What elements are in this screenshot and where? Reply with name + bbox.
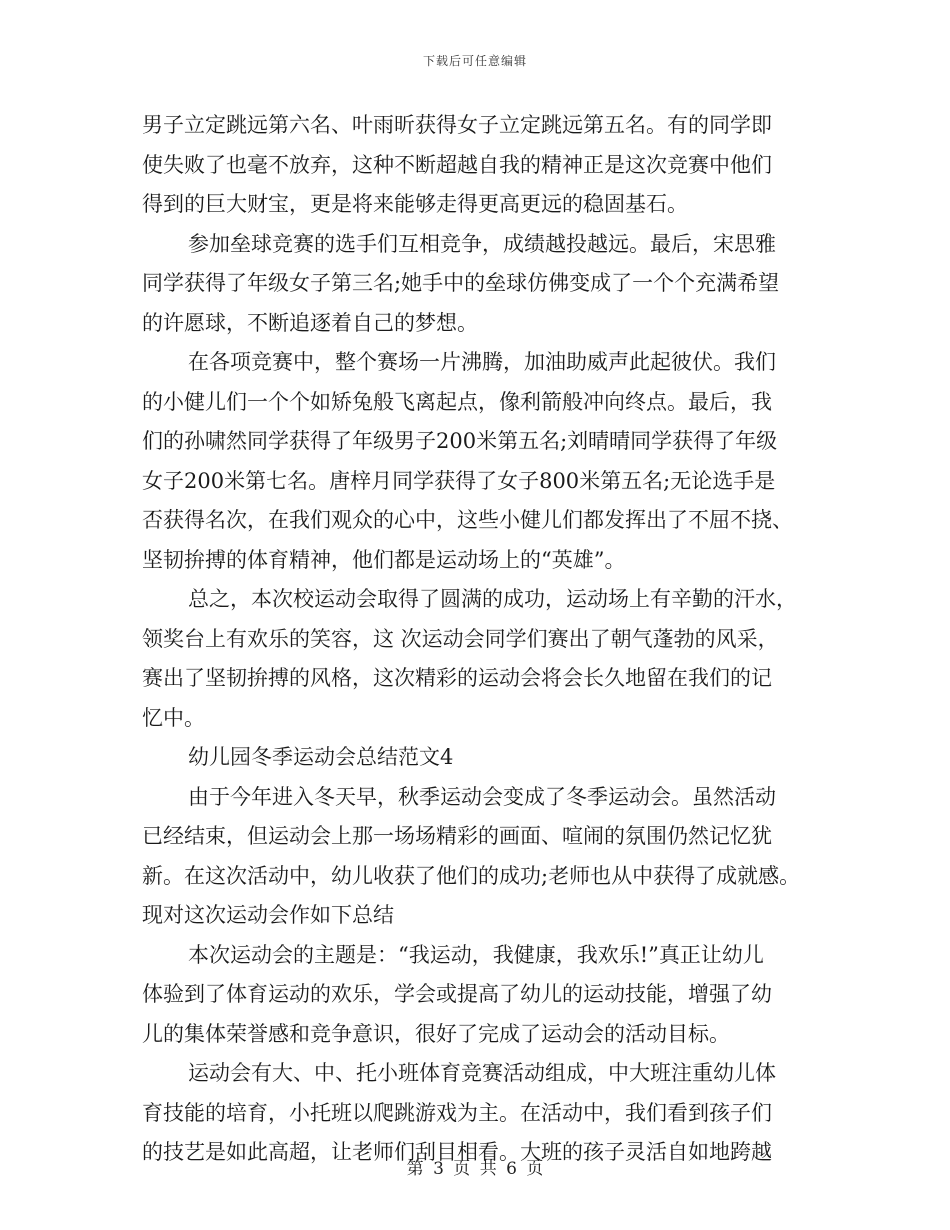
text-line: 得到的巨大财宝，更是将来能够走得更高更远的稳固基石。 (142, 192, 688, 216)
text-line: 体验到了体育运动的欢乐，学会或提高了幼儿的运动技能，增强了幼 (142, 982, 772, 1006)
text-line: 赛出了坚韧拚搏的风格，这次精彩的运动会将会长久地留在我们的记 (142, 666, 772, 690)
text-line: 儿的集体荣誉感和竞争意识，很好了完成了运动会的活动目标。 (142, 1021, 730, 1046)
text-line: 女子200米第七名。唐梓月同学获得了女子800米第五名;无论选手是 (142, 468, 776, 493)
text-line: 的小健儿们一个个如矫兔般飞离起点，像利箭般冲向终点。最后，我 (142, 389, 772, 414)
text-line: 的技艺是如此高超，让老师们刮目相看。大班的孩子灵活自如地跨越 (142, 1140, 772, 1164)
text-line: 男子立定跳远第六名、叶雨昕获得女子立定跳远第五名。有的同学即 (142, 113, 772, 137)
text-line: 在各项竞赛中，整个赛场一片沸腾，加油助威声此起彼伏。我们 (188, 350, 776, 374)
text-line: 由于今年进入冬天早，秋季运动会变成了冬季运动会。虽然活动 (188, 784, 776, 809)
text-line: 育技能的培育，小托班以爬跳游戏为主。在活动中，我们看到孩子们 (142, 1100, 772, 1125)
text-line: 现对这次运动会作如下总结 (142, 903, 394, 927)
text-line: 同学获得了年级女子第三名;她手中的垒球仿佛变成了一个个充满希望 (142, 271, 780, 295)
text-line: 总之，本次校运动会取得了圆满的成功，运动场上有辛勤的汗水， (188, 587, 797, 611)
text-line: 参加垒球竞赛的选手们互相竞争，成绩越投越远。最后，宋思雅 (188, 231, 776, 256)
text-line: 领奖台上有欢乐的笑容，这 次运动会同学们赛出了朝气蓬勃的风采， (142, 626, 779, 651)
text-line: 坚韧拚搏的体育精神，他们都是运动场上的“英雄”。 (142, 547, 626, 572)
text-line: 的许愿球，不断追逐着自己的梦想。 (142, 310, 478, 335)
text-line: 本次运动会的主题是：“我运动，我健康，我欢乐!”真正让幼儿 (188, 942, 764, 967)
page-number: 第 3 页 共 6 页 (406, 1159, 544, 1179)
document-body (142, 106, 812, 1173)
text-line: 幼儿园冬季运动会总结范文4 (188, 745, 454, 769)
text-line: 新。在这次活动中，幼儿收获了他们的成功;老师也从中获得了成就感。 (142, 863, 801, 888)
text-line: 使失败了也毫不放弃，这种不断超越自我的精神正是这次竞赛中他们 (142, 152, 772, 177)
text-line: 运动会有大、中、托小班体育竞赛活动组成，中大班注重幼儿体 (188, 1061, 776, 1085)
text-line: 忆中。 (142, 705, 205, 730)
text-line: 否获得名次，在我们观众的心中，这些小健儿们都发挥出了不屈不挠、 (142, 508, 793, 532)
text-line: 已经结束，但运动会上那一场场精彩的画面、喧闹的氛围仍然记忆犹 (142, 824, 772, 848)
page-header: 下载后可任意编辑 (422, 54, 527, 68)
text-line: 们的孙啸然同学获得了年级男子200米第五名;刘晴晴同学获得了年级 (142, 429, 778, 453)
